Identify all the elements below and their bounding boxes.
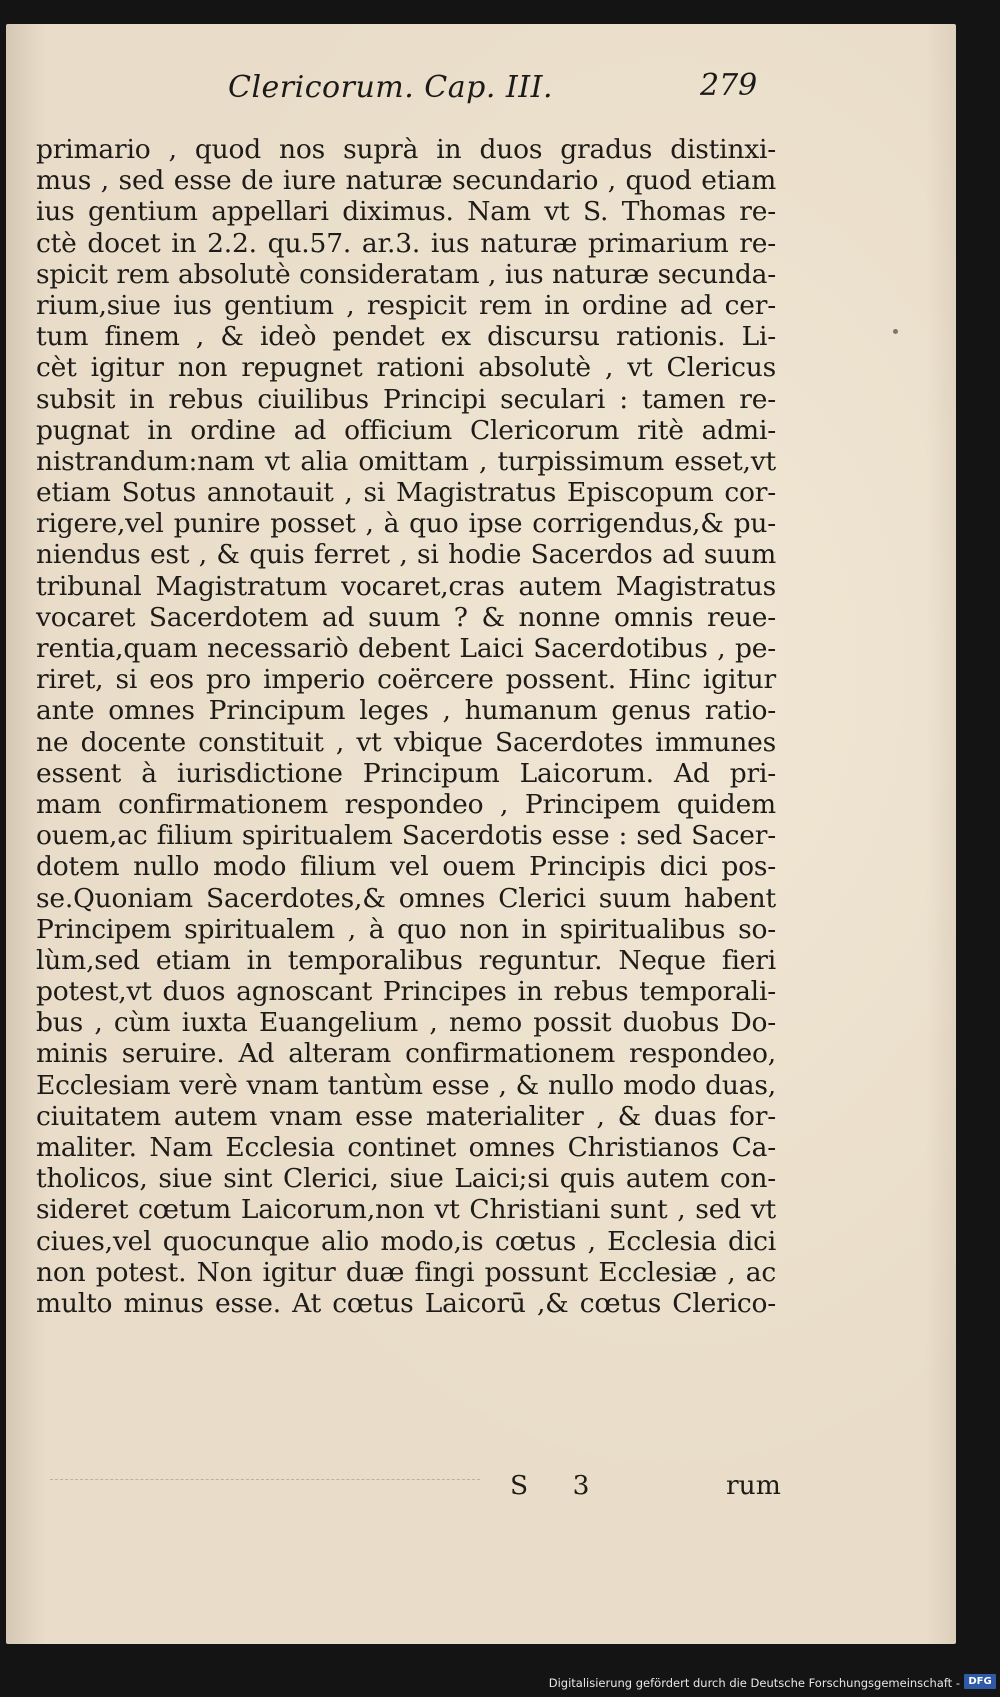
page-number: 279 xyxy=(700,68,758,103)
dfg-logo-icon: DFG xyxy=(964,1674,996,1689)
text-line: vocaret Sacerdotem ad suum ? & nonne omnis reue- xyxy=(36,601,776,633)
text-line: ante omnes Principum leges , humanum genus ratio- xyxy=(36,695,776,727)
funding-bar xyxy=(0,1668,1000,1697)
text-line: riret, si eos pro imperio coërcere possent. Hinc igitur xyxy=(36,664,776,696)
running-title: Clericorum. Cap. III. xyxy=(228,70,553,105)
text-line: tum finem , & ideò pendet ex discursu rationis. Li- xyxy=(36,321,776,353)
page-body-text xyxy=(36,134,776,1319)
text-line: ouem,ac filium spiritualem Sacerdotis esse : sed Sacer- xyxy=(36,820,776,852)
text-line: maliter. Nam Ecclesia continet omnes Christianos Ca- xyxy=(36,1132,776,1163)
text-line: multo minus esse. At cœtus Laicorū ,& cœtus Clerico- xyxy=(36,1287,776,1319)
text-line: lùm,sed etiam in temporalibus reguntur. Neque fieri xyxy=(36,944,776,976)
text-line: etiam Sotus annotauit , si Magistratus Episcopum cor- xyxy=(36,477,776,509)
text-line: ius gentium appellari diximus. Nam vt S. Thomas re- xyxy=(36,196,776,228)
text-line: niendus est , & quis ferret , si hodie Sacerdos ad suum xyxy=(36,539,776,571)
page-header xyxy=(6,66,956,116)
text-line: bus , cùm iuxta Euangelium , nemo possit duobus Do- xyxy=(36,1007,776,1039)
text-line: non potest. Non igitur duæ fingi possunt Ecclesiæ , ac xyxy=(36,1256,776,1288)
signature-mark: S 3 xyxy=(510,1470,608,1501)
text-line: se.Quoniam Sacerdotes,& omnes Clerici suum habent xyxy=(36,882,776,914)
text-line: minis seruire. Ad alteram confirmationem respondeo, xyxy=(36,1038,776,1070)
text-line: dotem nullo modo filium vel ouem Principis dici pos- xyxy=(36,851,776,883)
text-line: ne docente constituit , vt vbique Sacerdotes immunes xyxy=(36,726,776,758)
text-line: primario , quod nos suprà in duos gradus distinxi- xyxy=(36,134,776,165)
paper-speck xyxy=(893,329,898,334)
book-page xyxy=(6,24,956,1644)
text-line: ciues,vel quocunque alio modo,is cœtus , Ecclesia dici xyxy=(36,1225,776,1257)
text-line: tribunal Magistratum vocaret,cras autem Magistratus xyxy=(36,570,776,602)
text-line: cèt igitur non repugnet rationi absolutè , vt Clericus xyxy=(36,352,776,384)
text-line: sideret cœtum Laicorum,non vt Christiani sunt , sed vt xyxy=(36,1194,776,1226)
text-line: rigere,vel punire posset , à quo ipse corrigendus,& pu- xyxy=(36,508,776,540)
text-line: essent à iurisdictione Principum Laicorum. Ad pri- xyxy=(36,757,776,789)
text-line: tholicos, siue sint Clerici, siue Laici;si quis autem con- xyxy=(36,1163,776,1195)
text-line: Ecclesiam verè vnam tantùm esse , & nullo modo duas, xyxy=(36,1069,776,1101)
text-line: nistrandum:nam vt alia omittam , turpissimum esset,vt xyxy=(36,445,776,477)
catchword: rum xyxy=(726,1470,781,1501)
text-line: rentia,quam necessariò debent Laici Sacerdotibus , pe- xyxy=(36,633,776,664)
text-line: subsit in rebus ciuilibus Principi seculari : tamen re- xyxy=(36,383,776,415)
text-line: potest,vt duos agnoscant Principes in rebus temporali- xyxy=(36,976,776,1008)
text-line: mam confirmationem respondeo , Principem quidem xyxy=(36,788,776,820)
text-line: mus , sed esse de iure naturæ secundario , quod etiam xyxy=(36,165,776,197)
text-line: pugnat in ordine ad officium Clericorum ritè admi- xyxy=(36,414,776,446)
text-line: ctè docet in 2.2. qu.57. ar.3. ius naturæ primarium re- xyxy=(36,227,776,259)
text-line: Principem spiritualem , à quo non in spiritualibus so- xyxy=(36,913,776,945)
text-line: ciuitatem autem vnam esse materialiter , & duas for- xyxy=(36,1100,776,1132)
page-footer xyxy=(6,1470,956,1510)
text-line: rium,siue ius gentium , respicit rem in ordine ad cer- xyxy=(36,289,776,321)
funding-note: Digitalisierung gefördert durch die Deutsche Forschungsgemeinschaft - xyxy=(548,1676,960,1690)
text-line: spicit rem absolutè consideratam , ius naturæ secunda- xyxy=(36,258,776,290)
